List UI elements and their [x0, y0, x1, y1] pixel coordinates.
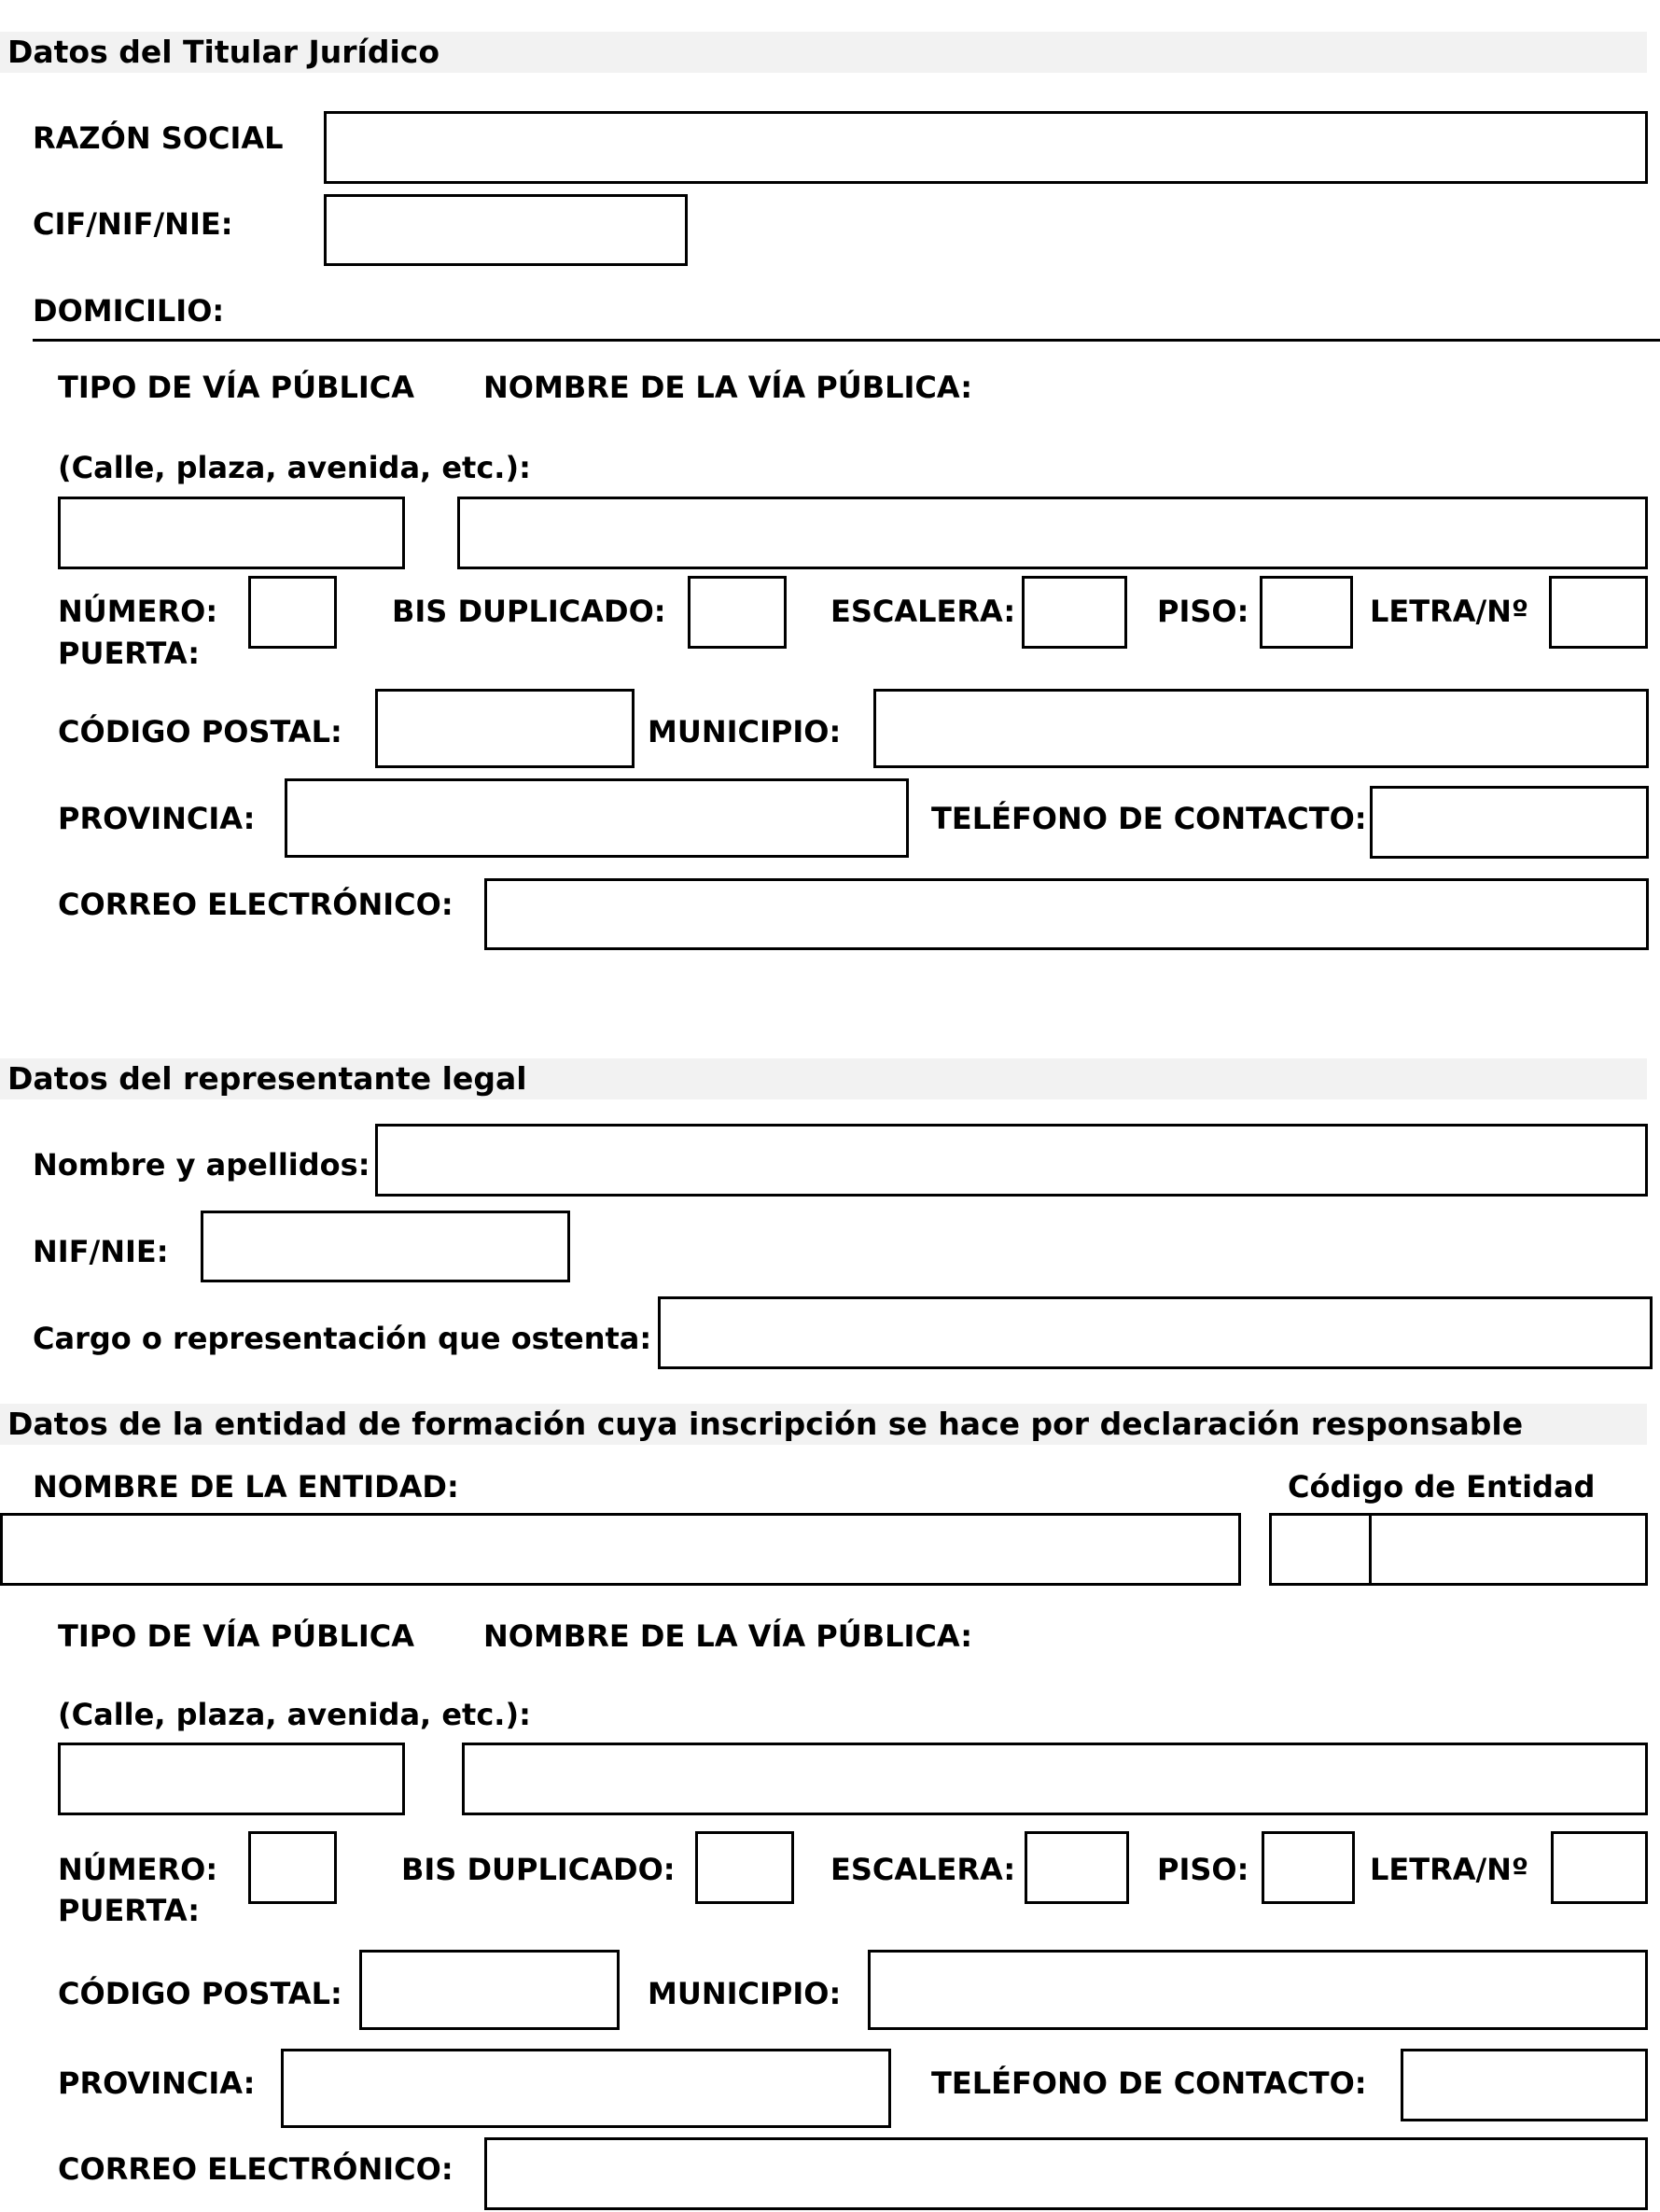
- puerta-label: PUERTA:: [58, 636, 200, 671]
- tipo-via-hint-2: (Calle, plaza, avenida, etc.):: [58, 1697, 531, 1732]
- bis-label-2: BIS DUPLICADO:: [401, 1852, 676, 1887]
- provincia-input[interactable]: [285, 778, 909, 858]
- letra-input-2[interactable]: [1551, 1831, 1648, 1904]
- escalera-label-2: ESCALERA:: [830, 1852, 1016, 1887]
- piso-label: PISO:: [1157, 594, 1249, 629]
- piso-input-2[interactable]: [1262, 1831, 1355, 1904]
- razon-social-label: RAZÓN SOCIAL: [33, 120, 284, 156]
- codigo-postal-input-2[interactable]: [359, 1950, 620, 2030]
- section-header-representante: Datos del representante legal: [0, 1058, 1647, 1099]
- tipo-via-label: TIPO DE VÍA PÚBLICA: [58, 370, 415, 405]
- razon-social-input[interactable]: [324, 111, 1648, 184]
- telefono-input-2[interactable]: [1401, 2049, 1648, 2121]
- cif-label: CIF/NIF/NIE:: [33, 206, 233, 242]
- codigo-postal-label: CÓDIGO POSTAL:: [58, 714, 342, 749]
- bis-input-2[interactable]: [695, 1831, 794, 1904]
- nombre-entidad-input[interactable]: [0, 1513, 1241, 1586]
- nombre-via-input[interactable]: [457, 497, 1648, 569]
- municipio-label-2: MUNICIPIO:: [648, 1976, 842, 2011]
- letra-input[interactable]: [1549, 576, 1648, 649]
- provincia-input-2[interactable]: [281, 2049, 891, 2128]
- bis-label: BIS DUPLICADO:: [392, 594, 666, 629]
- escalera-label: ESCALERA:: [830, 594, 1016, 629]
- piso-input[interactable]: [1260, 576, 1353, 649]
- tipo-via-input-2[interactable]: [58, 1743, 405, 1815]
- letra-label: LETRA/Nº: [1370, 594, 1528, 629]
- escalera-input-2[interactable]: [1025, 1831, 1129, 1904]
- numero-input[interactable]: [248, 576, 337, 649]
- nombre-via-label-2: NOMBRE DE LA VÍA PÚBLICA:: [483, 1618, 973, 1654]
- tipo-via-hint: (Calle, plaza, avenida, etc.):: [58, 450, 531, 485]
- cargo-label: Cargo o representación que ostenta:: [33, 1321, 652, 1356]
- codigo-entidad-prefix-input[interactable]: [1269, 1513, 1372, 1586]
- puerta-label-2: PUERTA:: [58, 1893, 200, 1928]
- domicilio-divider: [33, 339, 1660, 342]
- correo-input-2[interactable]: [484, 2137, 1648, 2210]
- section-header-titular: Datos del Titular Jurídico: [0, 32, 1647, 73]
- codigo-postal-input[interactable]: [375, 689, 635, 768]
- nif-label: NIF/NIE:: [33, 1234, 169, 1269]
- nombre-via-input-2[interactable]: [462, 1743, 1648, 1815]
- municipio-label: MUNICIPIO:: [648, 714, 842, 749]
- bis-input[interactable]: [688, 576, 787, 649]
- codigo-postal-label-2: CÓDIGO POSTAL:: [58, 1976, 342, 2011]
- nombre-entidad-label: NOMBRE DE LA ENTIDAD:: [33, 1469, 459, 1505]
- piso-label-2: PISO:: [1157, 1852, 1249, 1887]
- provincia-label: PROVINCIA:: [58, 801, 256, 836]
- letra-label-2: LETRA/Nº: [1370, 1852, 1528, 1887]
- section-header-entidad: Datos de la entidad de formación cuya inscripción se hace por declaración responsable: [0, 1404, 1647, 1445]
- numero-label: NÚMERO:: [58, 594, 218, 629]
- numero-input-2[interactable]: [248, 1831, 337, 1904]
- telefono-input[interactable]: [1370, 786, 1649, 859]
- telefono-label-2: TELÉFONO DE CONTACTO:: [931, 2065, 1367, 2101]
- nombre-apellidos-label: Nombre y apellidos:: [33, 1147, 370, 1183]
- tipo-via-label-2: TIPO DE VÍA PÚBLICA: [58, 1618, 415, 1654]
- correo-label-2: CORREO ELECTRÓNICO:: [58, 2151, 453, 2187]
- correo-label: CORREO ELECTRÓNICO:: [58, 887, 453, 922]
- nif-input[interactable]: [201, 1211, 570, 1282]
- codigo-entidad-input[interactable]: [1369, 1513, 1648, 1586]
- municipio-input-2[interactable]: [868, 1950, 1648, 2030]
- nombre-apellidos-input[interactable]: [375, 1124, 1648, 1197]
- numero-label-2: NÚMERO:: [58, 1852, 218, 1887]
- correo-input[interactable]: [484, 878, 1649, 950]
- municipio-input[interactable]: [873, 689, 1649, 768]
- provincia-label-2: PROVINCIA:: [58, 2065, 256, 2101]
- codigo-entidad-label: Código de Entidad: [1288, 1469, 1596, 1505]
- nombre-via-label: NOMBRE DE LA VÍA PÚBLICA:: [483, 370, 973, 405]
- telefono-label: TELÉFONO DE CONTACTO:: [931, 801, 1367, 836]
- tipo-via-input[interactable]: [58, 497, 405, 569]
- domicilio-label: DOMICILIO:: [33, 293, 225, 329]
- cif-input[interactable]: [324, 194, 688, 266]
- escalera-input[interactable]: [1022, 576, 1127, 649]
- cargo-input[interactable]: [658, 1296, 1653, 1369]
